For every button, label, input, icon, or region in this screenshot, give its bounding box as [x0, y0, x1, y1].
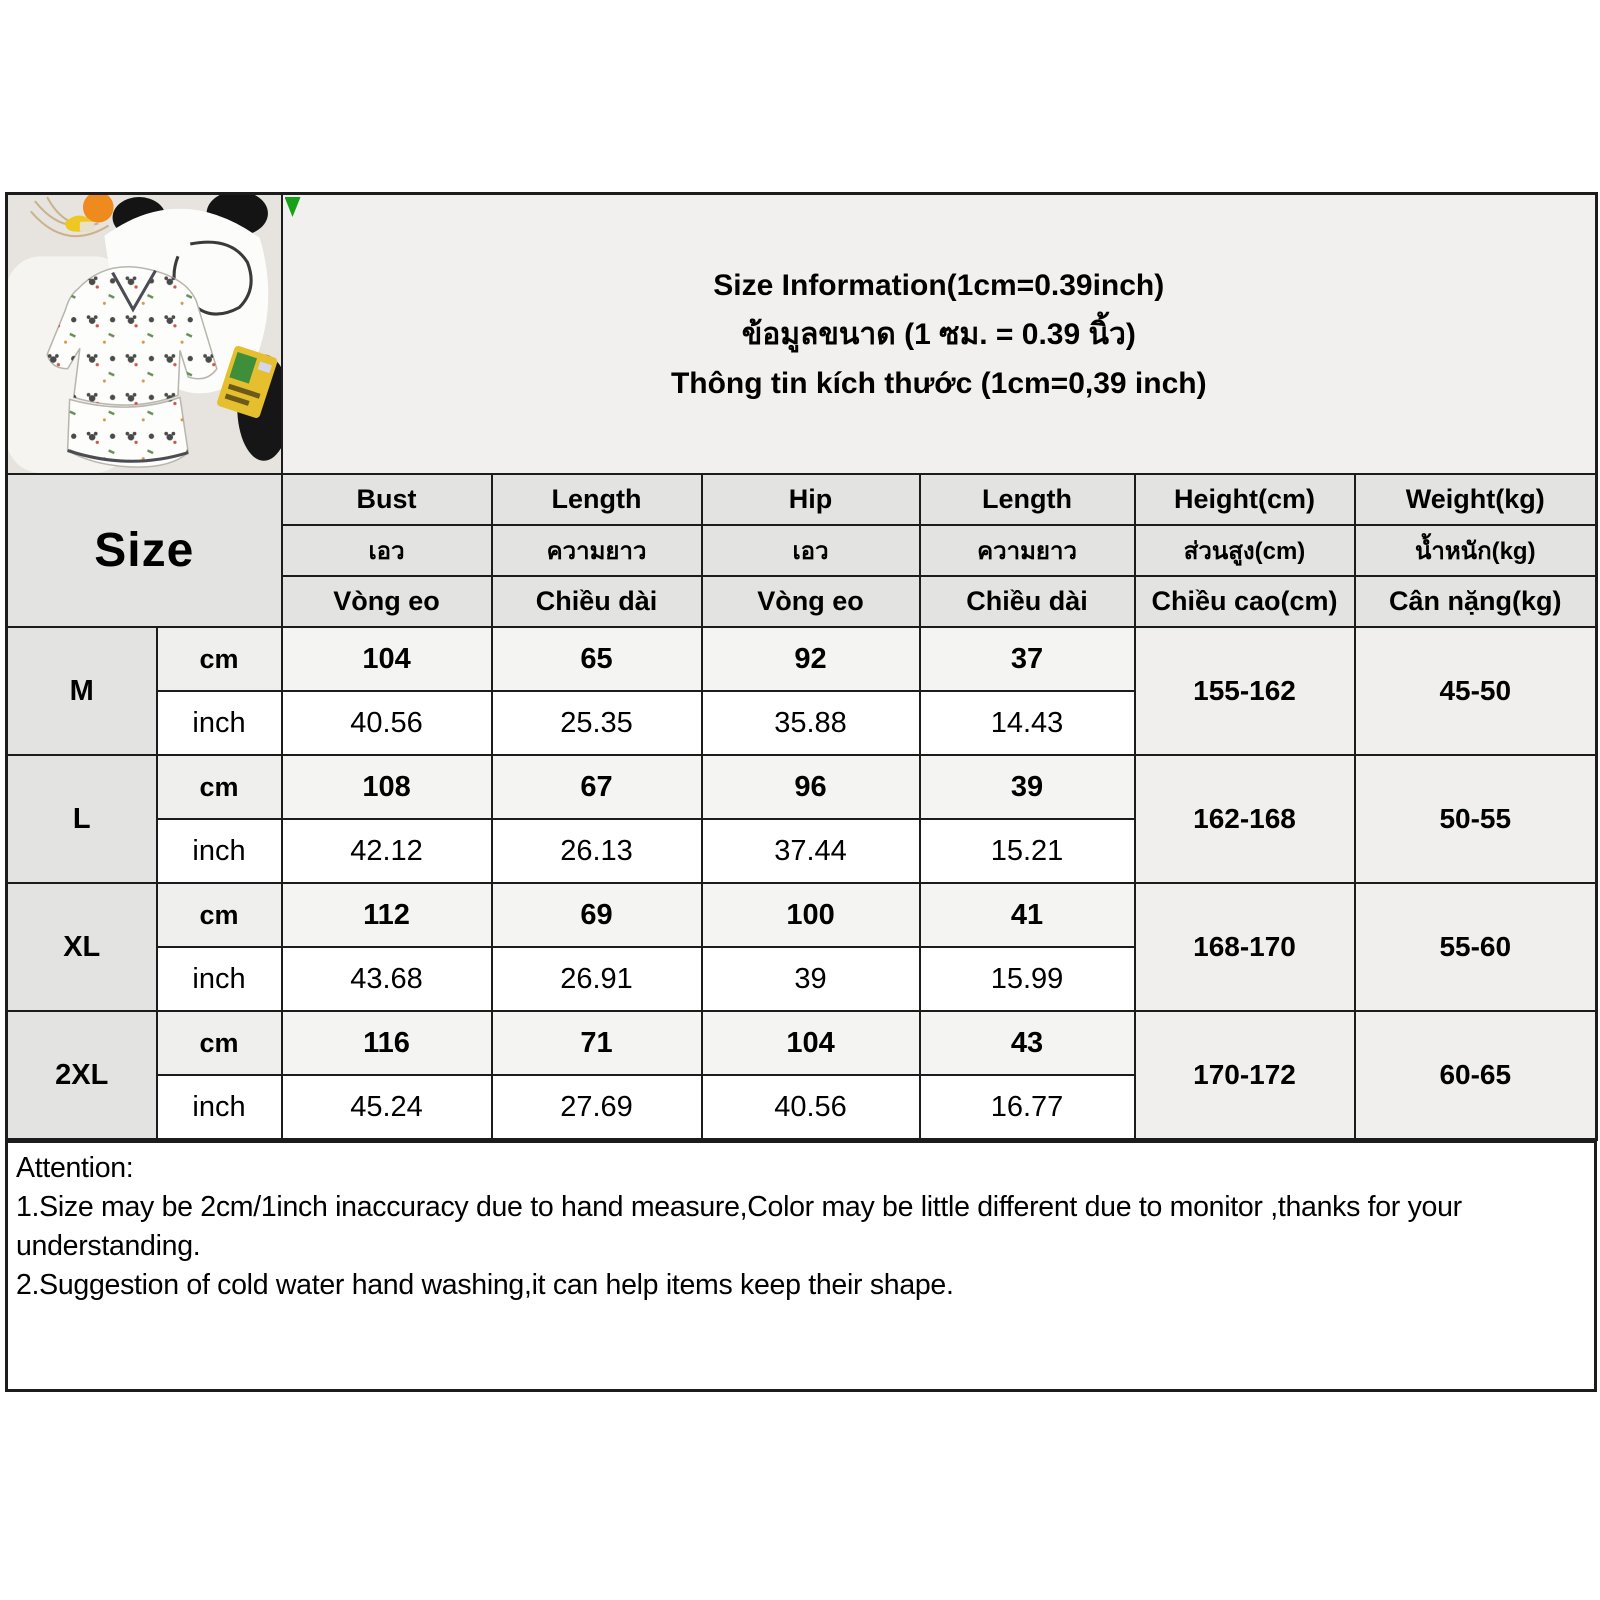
unit-cm: cm: [157, 755, 282, 819]
xl-length1-cm: 69: [492, 883, 702, 947]
col-hip-vi: Vòng eo: [702, 576, 920, 627]
unit-inch: inch: [157, 819, 282, 883]
col-bust-th: เอว: [282, 525, 492, 576]
l-hip-inch: 37.44: [702, 819, 920, 883]
header-row-english: [7, 474, 1597, 525]
size-2xl-label: 2XL: [7, 1011, 157, 1140]
m-length2-cm: 37: [920, 627, 1135, 691]
unit-inch: inch: [157, 691, 282, 755]
col-length1-th: ความยาว: [492, 525, 702, 576]
l-bust-cm: 108: [282, 755, 492, 819]
m-length2-inch: 14.43: [920, 691, 1135, 755]
2xl-hip-cm: 104: [702, 1011, 920, 1075]
col-length1-vi: Chiều dài: [492, 576, 702, 627]
l-length1-cm: 67: [492, 755, 702, 819]
l-length1-inch: 26.13: [492, 819, 702, 883]
col-height-vi: Chiều cao(cm): [1135, 576, 1355, 627]
m-height-range: 155-162: [1135, 627, 1355, 755]
2xl-length1-inch: 27.69: [492, 1075, 702, 1140]
xl-hip-inch: 39: [702, 947, 920, 1011]
m-bust-inch: 40.56: [282, 691, 492, 755]
xl-length2-inch: 15.99: [920, 947, 1135, 1011]
l-hip-cm: 96: [702, 755, 920, 819]
attention-box: [5, 1140, 1597, 1392]
2xl-bust-cm: 116: [282, 1011, 492, 1075]
title-thai: ข้อมูลขนาด (1 ซม. = 0.39 นิ้ว): [741, 317, 1136, 351]
xl-length2-cm: 41: [920, 883, 1135, 947]
m-hip-inch: 35.88: [702, 691, 920, 755]
col-hip-th: เอว: [702, 525, 920, 576]
col-weight-en: Weight(kg): [1355, 474, 1597, 525]
unit-inch: inch: [157, 947, 282, 1011]
row-2xl-cm: [7, 1011, 1597, 1075]
l-bust-inch: 42.12: [282, 819, 492, 883]
m-bust-cm: 104: [282, 627, 492, 691]
product-photo: [8, 195, 281, 473]
unit-cm: cm: [157, 883, 282, 947]
2xl-weight-range: 60-65: [1355, 1011, 1597, 1140]
xl-bust-cm: 112: [282, 883, 492, 947]
unit-inch: inch: [157, 1075, 282, 1140]
unit-cm: cm: [157, 627, 282, 691]
xl-weight-range: 55-60: [1355, 883, 1597, 1011]
size-header: Size: [7, 474, 282, 627]
attention-note-1: 1.Size may be 2cm/1inch inaccuracy due to hand measure,Color may be little different due to monitor ,thanks for your understanding.: [16, 1191, 1462, 1262]
xl-bust-inch: 43.68: [282, 947, 492, 1011]
col-weight-vi: Cân nặng(kg): [1355, 576, 1597, 627]
col-height-en: Height(cm): [1135, 474, 1355, 525]
m-length1-inch: 25.35: [492, 691, 702, 755]
row-l-cm: [7, 755, 1597, 819]
m-hip-cm: 92: [702, 627, 920, 691]
2xl-length2-inch: 16.77: [920, 1075, 1135, 1140]
xl-height-range: 168-170: [1135, 883, 1355, 1011]
xl-length1-inch: 26.91: [492, 947, 702, 1011]
2xl-bust-inch: 45.24: [282, 1075, 492, 1140]
l-length2-cm: 39: [920, 755, 1135, 819]
size-m-label: M: [7, 627, 157, 755]
2xl-length2-cm: 43: [920, 1011, 1135, 1075]
m-weight-range: 45-50: [1355, 627, 1597, 755]
col-hip-en: Hip: [702, 474, 920, 525]
size-l-label: L: [7, 755, 157, 883]
unit-cm: cm: [157, 1011, 282, 1075]
row-xl-cm: [7, 883, 1597, 947]
col-length2-th: ความยาว: [920, 525, 1135, 576]
title-vietnamese: Thông tin kích thước (1cm=0,39 inch): [670, 366, 1207, 400]
col-weight-th: น้ำหนัก(kg): [1355, 525, 1597, 576]
title-english: Size Information(1cm=0.39inch): [713, 268, 1165, 302]
xl-hip-cm: 100: [702, 883, 920, 947]
col-length1-en: Length: [492, 474, 702, 525]
l-length2-inch: 15.21: [920, 819, 1135, 883]
col-height-th: ส่วนสูง(cm): [1135, 525, 1355, 576]
col-length2-en: Length: [920, 474, 1135, 525]
col-bust-en: Bust: [282, 474, 492, 525]
row-m-cm: [7, 627, 1597, 691]
title-band: [7, 194, 1597, 475]
attention-note-2: 2.Suggestion of cold water hand washing,it can help items keep their shape.: [16, 1269, 954, 1301]
col-bust-vi: Vòng eo: [282, 576, 492, 627]
m-length1-cm: 65: [492, 627, 702, 691]
size-information-table: [5, 192, 1598, 1141]
green-corner-icon: [285, 197, 301, 217]
title-cell: [282, 194, 1597, 475]
2xl-hip-inch: 40.56: [702, 1075, 920, 1140]
l-height-range: 162-168: [1135, 755, 1355, 883]
attention-heading: Attention:: [16, 1152, 134, 1184]
product-photo-cell: [7, 194, 282, 475]
size-xl-label: XL: [7, 883, 157, 1011]
l-weight-range: 50-55: [1355, 755, 1597, 883]
2xl-length1-cm: 71: [492, 1011, 702, 1075]
2xl-height-range: 170-172: [1135, 1011, 1355, 1140]
col-length2-vi: Chiều dài: [920, 576, 1135, 627]
